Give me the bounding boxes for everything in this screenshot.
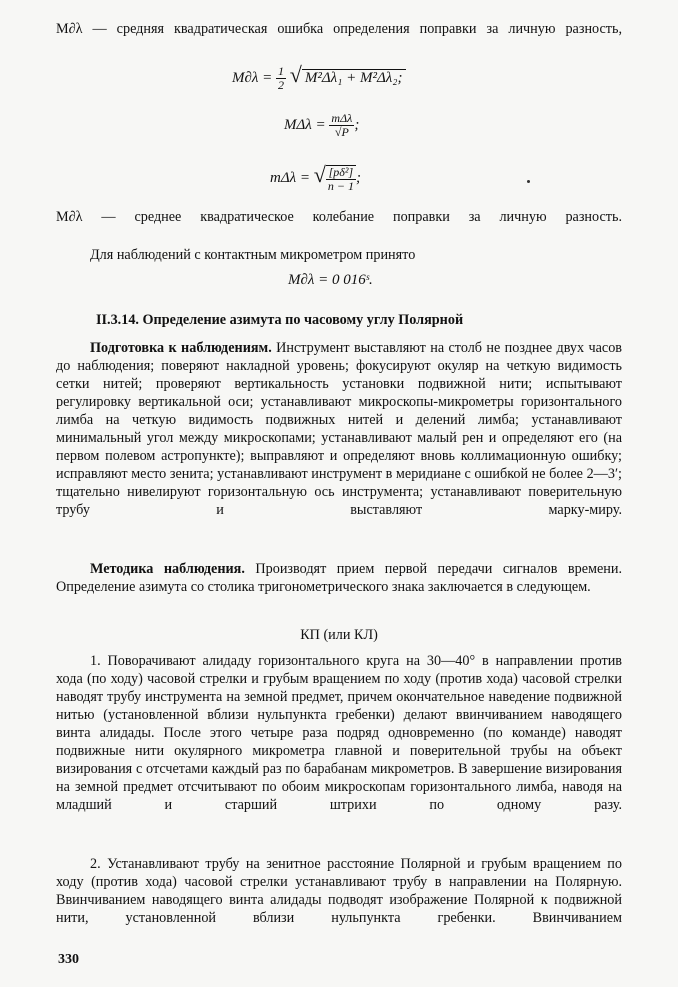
paragraph-contact-micrometer: Для наблюдений с контактным микрометром принято: [90, 247, 416, 263]
formula-lhs: MΔλ =: [284, 116, 326, 133]
formula-accepted-value: M∂λ = 0 016ˢ.: [288, 272, 373, 288]
paragraph-preparation: [56, 339, 622, 519]
preparation-title: Подготовка к наблюдениям.: [90, 340, 272, 356]
formula-fraction: $\frac{\text{[pδ²]}}{n - 1}$: [327, 164, 354, 193]
formula-m-delta-lambda: MΔλ = $\frac{\text{mΔλ}}{√P}$ ;: [284, 111, 360, 139]
procedure-item-1: 1. Поворачивают алидаду горизонтального круга на 30—40° в направлении против хода (по ходу) часовой стрелки и грубым вращением по ходу (против хода) часовой стрелки наводят трубу инструмента на земной предмет, причем окончательное наведение подвижной нитью (установленной вблизи нульпункта гребенки) делают ввинчиванием наводящего винта алидады. После этого четыре раза подряд одновременно (по команде) наводят подвижные нити окулярного микрометра главной и поверительной трубы на объект визирования с отсчетами каждый раз по барабанам микрометров. В завершение визирования на земной предмет отсчитывают по обоим микроскопам горизонтального лимба, наводя на младший и старший штрихи по одному разу.: [56, 653, 622, 813]
formula-lhs: mΔλ =: [270, 170, 311, 186]
section-heading: II.3.14. Определение азимута по часовому углу Полярной: [96, 312, 464, 328]
formula-fraction: $\frac{\text{mΔλ}}{√P}$: [331, 111, 353, 139]
method-title: Методика наблюдения.: [90, 561, 245, 577]
formula-lhs: M∂λ =: [232, 70, 273, 86]
print-speck: [527, 180, 530, 183]
radical-sign: √: [313, 162, 326, 187]
formula-small-m-delta-lambda: mΔλ = √ $\frac{\text{[pδ²]}}{n - 1}$ ;: [270, 162, 361, 193]
procedure-item-2: 2. Устанавливают трубу на зенитное расстояние Полярной и грубым вращением по ходу (против хода) часовой стрелки устанавливают трубу в направлении на Полярную. Ввинчиванием наводящего винта алидады подводят изображение Полярной к подвижной нити, установленной вблизи нульпункта гребенки. Ввинчиванием: [56, 856, 622, 926]
paragraph-method: [56, 560, 622, 596]
kp-heading: КП (или КЛ): [300, 627, 378, 643]
formula-radicand: M²Δλ₁ + M²Δλ₂;: [302, 69, 406, 86]
paragraph-definition-variation: M∂λ — среднее квадратическое колебание поправки за личную разность.: [56, 209, 622, 225]
formula-m-dlambda: [232, 62, 406, 92]
formula-coefficient: $\frac{1}{2}$: [278, 64, 285, 93]
page-number: 330: [58, 952, 79, 967]
method-text: Производят прием первой передачи сигналов времени. Определение азимута со столика тригонометрического знака заключается в следующем.: [56, 561, 622, 595]
preparation-text: Инструмент выставляют на столб не позднее двух часов до наблюдения; поверяют накладной уровень; фокусируют окуляр на четкую видимость сетки нитей; проверяют вертикальность установки подвижной нити; испытывают регулировку вертикальной оси; устанавливают микроскопы-микрометры горизонтального лимба на четкую видимость подвижных нитей и делений лимба; устанавливают минимальный угол между микроскопами; устанавливают малый рен и определяют его (на первом полевом астропункте); выправляют и определяют вновь коллимационную ошибку; исправляют место зенита; устанавливают инструмент в меридиане с ошибкой не более 2—3′; тщательно нивелируют горизонтальную ось инструмента; устанавливают поверительную трубу и выставляют марку-миру.: [56, 340, 623, 518]
paragraph-definition-m-dlambda: M∂λ — средняя квадратическая ошибка определения поправки за личную разность,: [56, 21, 622, 37]
radical-sign: √: [289, 62, 302, 87]
